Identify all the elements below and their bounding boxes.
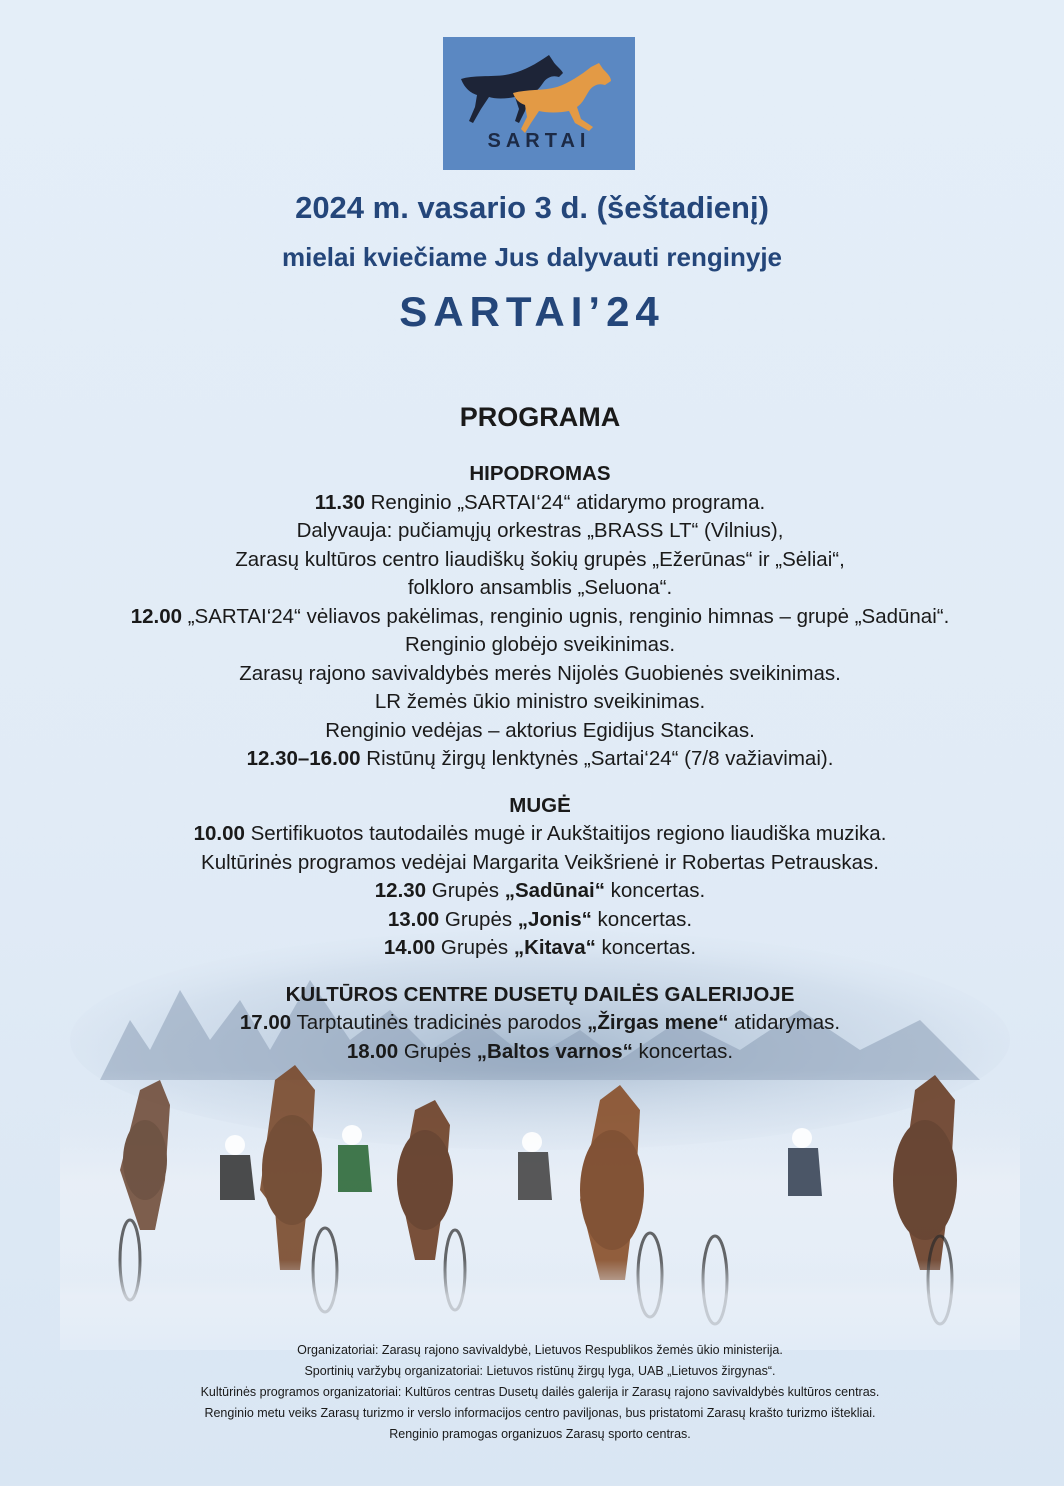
program-line: Renginio vedėjas – aktorius Egidijus Stancikas.	[325, 718, 755, 742]
program-line	[0, 603, 1064, 632]
program-line	[0, 906, 1064, 935]
event-date: 2024 m. vasario 3 d. (šeštadienį)	[295, 190, 769, 225]
program-text: Renginio „SARTAI‘24“ atidarymo programa.	[364, 490, 766, 514]
program-list	[0, 460, 1064, 1066]
program-text: koncertas.	[632, 1039, 734, 1063]
band-name: „Jonis“	[517, 907, 592, 931]
program-text: Grupės	[439, 907, 518, 931]
program-line	[0, 745, 1064, 774]
sartai-logo	[443, 37, 635, 170]
band-name: „Kitava“	[513, 936, 596, 959]
programa-heading: PROGRAMA	[459, 402, 621, 432]
program-time: 12.30	[374, 879, 427, 902]
event-title: SARTAI’24	[399, 288, 665, 335]
footer-line: Organizatoriai: Zarasų rajono savivaldybė, Lietuvos Respublikos žemės ūkio ministerija.	[297, 1343, 783, 1357]
program-line: Kultūrinės programos vedėjai Margarita Veikšrienė ir Robertas Petrauskas.	[201, 850, 879, 874]
section-title-galerija: KULTŪROS CENTRE DUSETŲ DAILĖS GALERIJOJE	[285, 982, 795, 1006]
program-line: Zarasų rajono savivaldybės merės Nijolės Guobienės sveikinimas.	[239, 661, 841, 685]
program-line	[0, 820, 1064, 849]
section-title-muge: MUGĖ	[509, 793, 571, 817]
program-text: koncertas.	[604, 879, 706, 902]
footer-line: Kultūrinės programos organizatoriai: Kultūros centras Dusetų dailės galerija ir Zarasų rajono savivaldybės kultūros centras.	[200, 1385, 880, 1399]
logo-text: SARTAI	[487, 130, 591, 152]
program-time: 11.30	[314, 490, 365, 514]
program-text: Grupės	[398, 1039, 477, 1063]
program-text: Ristūnų žirgų lenktynės „Sartai‘24“ (7/8 važiavimai).	[360, 747, 834, 770]
invitation-line: mielai kviečiame Jus dalyvauti renginyje	[281, 242, 783, 272]
program-time: 12.30–16.00	[246, 747, 361, 770]
footer-line: Sportinių varžybų organizatoriai: Lietuvos ristūnų žirgų lyga, UAB „Lietuvos žirgynas“.	[304, 1364, 776, 1378]
program-text: koncertas.	[595, 936, 697, 959]
program-text: Grupės	[426, 879, 505, 902]
program-line	[0, 877, 1064, 906]
band-name: „Baltos varnos“	[476, 1039, 633, 1063]
footer-line: Renginio pramogas organizuos Zarasų sporto centras.	[389, 1427, 691, 1441]
program-line: Dalyvauja: pučiamųjų orkestras „BRASS LT“ (Vilnius),	[296, 519, 784, 542]
program-line	[0, 489, 1064, 518]
organizers-footer	[0, 1340, 1064, 1445]
program-line: LR žemės ūkio ministro sveikinimas.	[374, 690, 706, 713]
program-time: 17.00	[239, 1011, 292, 1034]
exhibition-name: „Žirgas mene“	[587, 1011, 729, 1034]
program-line: Zarasų kultūros centro liaudiškų šokių grupės „Ežerūnas“ ir „Sėliai“,	[235, 547, 845, 571]
footer-line: Renginio metu veiks Zarasų turizmo ir verslo informacijos centro paviljonas, bus pristatomi Zarasų krašto turizmo ištekliai.	[204, 1406, 876, 1420]
program-text: Tarptautinės tradicinės parodos	[291, 1011, 588, 1034]
band-name: „Sadūnai“	[504, 879, 605, 902]
program-time: 13.00	[387, 907, 440, 931]
program-text: atidarymas.	[728, 1011, 841, 1034]
program-text: Sertifikuotos tautodailės mugė ir Aukštaitijos regiono liaudiška muzika.	[244, 822, 887, 845]
program-line	[0, 1038, 1064, 1067]
program-time: 10.00	[193, 822, 245, 845]
program-time: 18.00	[346, 1039, 399, 1063]
program-line: Renginio globėjo sveikinimas.	[404, 633, 676, 656]
program-line	[0, 1009, 1064, 1038]
program-time: 14.00	[383, 936, 436, 959]
program-time: 12.00	[130, 604, 183, 628]
program-text: „SARTAI‘24“ vėliavos pakėlimas, renginio ugnis, renginio himnas – grupė „Sadūnai“.	[182, 604, 950, 628]
program-text: koncertas.	[591, 907, 693, 931]
program-line: folkloro ansamblis „Seluona“.	[407, 576, 673, 599]
program-line	[0, 934, 1064, 963]
program-text: Grupės	[435, 936, 514, 959]
section-title-hipodromas: HIPODROMAS	[469, 462, 611, 485]
